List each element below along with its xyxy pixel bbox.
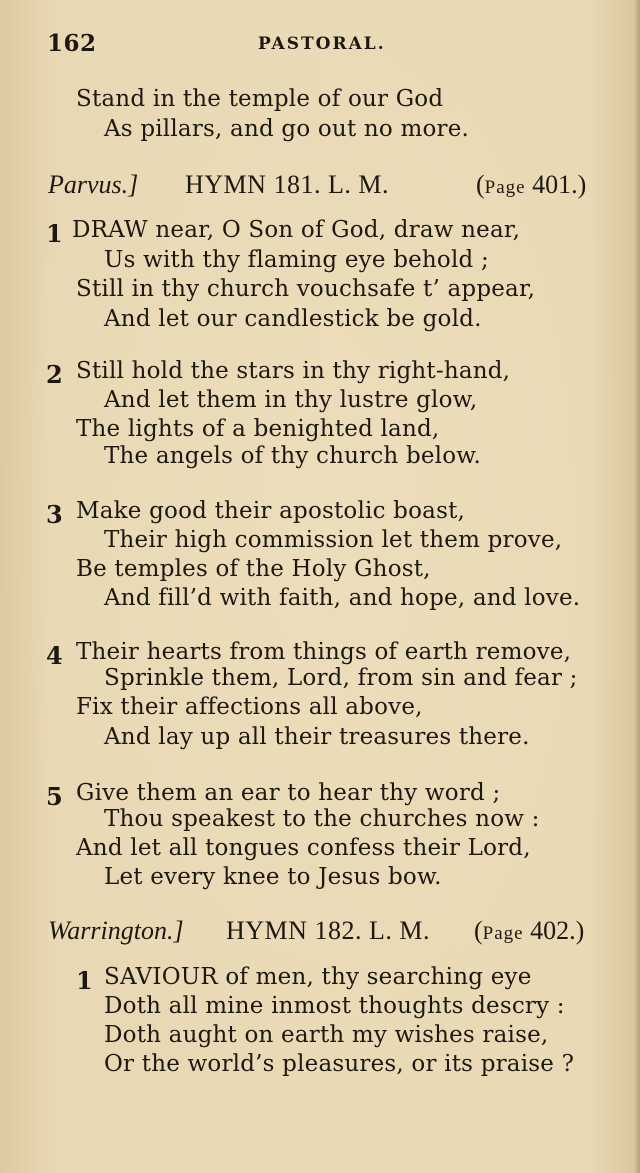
- verse-number: 1: [46, 219, 63, 248]
- verse-line: And let them in thy lustre glow,: [104, 387, 478, 413]
- continuation-line-2: As pillars, and go out no more.: [104, 116, 470, 142]
- page-number: 162: [47, 30, 97, 57]
- verse-line: Us with thy flaming eye behold ;: [104, 247, 489, 273]
- verse-line: DRAW near, O Son of God, draw near,: [72, 217, 521, 243]
- running-title: PASTORAL.: [258, 34, 386, 54]
- verse-line: Or the world’s pleasures, or its praise ?: [104, 1051, 575, 1077]
- hymn-181-page-ref: [476, 170, 586, 200]
- hymn-182-tune: Warrington.]: [48, 916, 184, 945]
- hymn-182-heading: [48, 916, 184, 946]
- hymn-182-page-ref-num: 402.): [530, 916, 585, 945]
- verse-line: And let all tongues confess their Lord,: [76, 835, 531, 861]
- verse-line: Still hold the stars in thy right-hand,: [76, 358, 511, 384]
- verse-line: Let every knee to Jesus bow.: [104, 864, 442, 890]
- verse-line: Their high commission let them prove,: [104, 527, 563, 553]
- verse-line: The lights of a benighted land,: [76, 416, 440, 442]
- verse-line: And fill’d with faith, and hope, and love.: [104, 585, 581, 611]
- verse-line: Fix their affections all above,: [76, 694, 423, 720]
- hymn-182-page-ref: [474, 916, 584, 946]
- hymn-181-page-ref-open: (: [476, 170, 485, 199]
- hymn-181-tune: Parvus.]: [48, 170, 139, 199]
- hymn-181-page-ref-word: Page: [484, 177, 526, 198]
- verse-line: Give them an ear to hear thy word ;: [76, 780, 501, 806]
- continuation-line-1: Stand in the temple of our God: [76, 86, 444, 112]
- verse-line: The angels of thy church below.: [104, 443, 481, 469]
- verse-number: 2: [46, 360, 63, 389]
- verse-line: Sprinkle them, Lord, from sin and fear ;: [104, 665, 578, 691]
- hymn-181-heading: [48, 170, 138, 200]
- hymn-182-page-ref-word: Page: [482, 923, 524, 944]
- hymn-182-label: HYMN 182. L. M.: [226, 916, 430, 945]
- verse-line: And lay up all their treasures there.: [104, 724, 530, 750]
- verse-line: And let our candlestick be gold.: [104, 306, 482, 332]
- verse-line: Be temples of the Holy Ghost,: [76, 556, 431, 582]
- verse-number: 3: [46, 500, 63, 529]
- hymn-182-page-ref-open: (: [474, 916, 483, 945]
- verse-line: Doth all mine inmost thoughts descry :: [104, 993, 565, 1019]
- verse-number: 4: [46, 641, 63, 670]
- page-edge-shadow: [634, 0, 640, 1173]
- hymn-181-label: HYMN 181. L. M.: [185, 170, 389, 199]
- verse-number: 1: [76, 966, 93, 995]
- verse-line: Still in thy church vouchsafe t’ appear,: [76, 276, 536, 302]
- verse-line: Doth aught on earth my wishes raise,: [104, 1022, 549, 1048]
- verse-line: Their hearts from things of earth remove,: [76, 639, 572, 665]
- hymn-181-page-ref-num: 401.): [532, 170, 587, 199]
- verse-line: SAVIOUR of men, thy searching eye: [104, 964, 532, 990]
- verse-line: Make good their apostolic boast,: [76, 498, 466, 524]
- verse-line: Thou speakest to the churches now :: [104, 806, 540, 832]
- verse-number: 5: [46, 782, 63, 811]
